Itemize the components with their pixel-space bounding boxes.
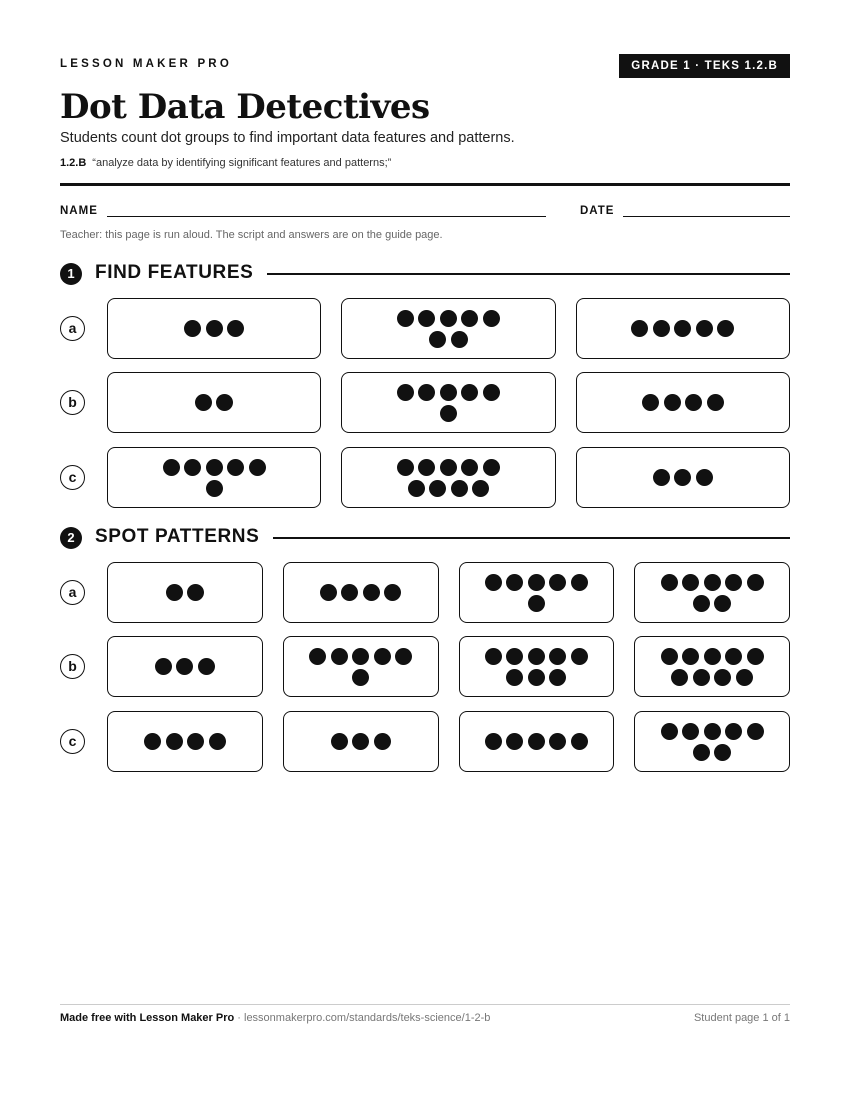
dot bbox=[363, 584, 380, 601]
standard-line bbox=[60, 157, 391, 169]
dot bbox=[216, 394, 233, 411]
dot bbox=[571, 574, 588, 591]
dot bbox=[485, 574, 502, 591]
dot bbox=[440, 459, 457, 476]
dot-card[interactable] bbox=[341, 372, 555, 433]
dot bbox=[429, 480, 446, 497]
dot bbox=[696, 469, 713, 486]
dot bbox=[249, 459, 266, 476]
dot-group bbox=[485, 574, 588, 612]
dot-row bbox=[206, 480, 223, 497]
dot bbox=[209, 733, 226, 750]
section-number-badge: 1 bbox=[60, 263, 82, 285]
worksheet-page bbox=[60, 0, 790, 1100]
dot bbox=[571, 648, 588, 665]
dot bbox=[725, 648, 742, 665]
dot bbox=[571, 733, 588, 750]
dot bbox=[714, 669, 731, 686]
dot bbox=[408, 480, 425, 497]
dot bbox=[506, 648, 523, 665]
dot-group bbox=[485, 733, 588, 750]
dot-card[interactable] bbox=[283, 711, 439, 772]
dot-row bbox=[144, 733, 226, 750]
dot-row bbox=[184, 320, 244, 337]
dot-group bbox=[144, 733, 226, 750]
dot-group bbox=[661, 648, 764, 686]
dot bbox=[227, 459, 244, 476]
dot bbox=[747, 648, 764, 665]
dot bbox=[440, 384, 457, 401]
dot-card[interactable] bbox=[576, 447, 790, 508]
dot-row bbox=[195, 394, 234, 411]
dot bbox=[374, 648, 391, 665]
dot-row bbox=[309, 648, 412, 665]
dot-row bbox=[485, 574, 588, 591]
dot bbox=[187, 733, 204, 750]
row-letter-a: a bbox=[60, 580, 85, 605]
dot bbox=[642, 394, 659, 411]
dot bbox=[451, 331, 468, 348]
row-letter-c: c bbox=[60, 729, 85, 754]
dot bbox=[418, 310, 435, 327]
dot bbox=[685, 394, 702, 411]
dot bbox=[725, 574, 742, 591]
dot-group bbox=[397, 384, 500, 422]
name-field[interactable] bbox=[107, 216, 546, 217]
dot-row bbox=[631, 320, 734, 337]
footer-divider bbox=[60, 1004, 790, 1005]
dot bbox=[704, 648, 721, 665]
footer-page-number: Student page 1 of 1 bbox=[693, 1012, 790, 1024]
dot bbox=[451, 480, 468, 497]
grade-badge: GRADE 1 · TEKS 1.2.B bbox=[619, 54, 790, 78]
dot-row bbox=[653, 469, 713, 486]
dot-group bbox=[155, 658, 215, 675]
dot bbox=[397, 384, 414, 401]
dot bbox=[341, 584, 358, 601]
dot-row bbox=[642, 394, 724, 411]
row-letter-c: c bbox=[60, 465, 85, 490]
dot bbox=[429, 331, 446, 348]
dot-row bbox=[671, 669, 753, 686]
dot bbox=[418, 384, 435, 401]
dot-card[interactable] bbox=[107, 562, 263, 623]
row-letter-a: a bbox=[60, 316, 85, 341]
dot-group bbox=[661, 723, 764, 761]
dot bbox=[549, 648, 566, 665]
dot-card[interactable] bbox=[459, 562, 615, 623]
dot-card[interactable] bbox=[341, 447, 555, 508]
dot bbox=[661, 648, 678, 665]
dot bbox=[714, 595, 731, 612]
date-field[interactable] bbox=[623, 216, 790, 217]
dot-row bbox=[661, 574, 764, 591]
dot bbox=[374, 733, 391, 750]
dot-card[interactable] bbox=[459, 711, 615, 772]
dot-group bbox=[397, 310, 500, 348]
header-divider bbox=[60, 183, 790, 186]
section-header bbox=[60, 260, 790, 286]
dot bbox=[653, 320, 670, 337]
dot-card[interactable] bbox=[634, 636, 790, 697]
dot bbox=[704, 574, 721, 591]
dot-row bbox=[397, 459, 500, 476]
dot bbox=[195, 394, 212, 411]
dot bbox=[682, 574, 699, 591]
dot bbox=[671, 669, 688, 686]
dot bbox=[331, 733, 348, 750]
dot-group bbox=[166, 584, 205, 601]
dot-group bbox=[653, 469, 713, 486]
dot-card[interactable] bbox=[107, 447, 321, 508]
dot-card[interactable] bbox=[107, 711, 263, 772]
dot-row bbox=[163, 459, 266, 476]
page-subtitle: Students count dot groups to find important data features and patterns. bbox=[60, 130, 515, 146]
dot bbox=[528, 733, 545, 750]
dot bbox=[485, 733, 502, 750]
dot-row bbox=[693, 595, 732, 612]
row-letter-b: b bbox=[60, 390, 85, 415]
dot-card[interactable] bbox=[634, 711, 790, 772]
dot bbox=[528, 574, 545, 591]
dot bbox=[682, 648, 699, 665]
dot bbox=[725, 723, 742, 740]
dot bbox=[206, 459, 223, 476]
dot bbox=[549, 574, 566, 591]
dot-group bbox=[163, 459, 266, 497]
dot bbox=[472, 480, 489, 497]
dot bbox=[418, 459, 435, 476]
dot bbox=[309, 648, 326, 665]
dot bbox=[704, 723, 721, 740]
dot bbox=[483, 310, 500, 327]
dot-group bbox=[397, 459, 500, 497]
dot bbox=[693, 744, 710, 761]
dot bbox=[528, 595, 545, 612]
section-title: SPOT PATTERNS bbox=[95, 526, 260, 547]
dot-row bbox=[155, 658, 215, 675]
dot bbox=[714, 744, 731, 761]
dot bbox=[483, 384, 500, 401]
dot bbox=[206, 480, 223, 497]
dot bbox=[549, 669, 566, 686]
dot bbox=[440, 310, 457, 327]
dot bbox=[674, 469, 691, 486]
dot-card[interactable] bbox=[634, 562, 790, 623]
dot-row bbox=[320, 584, 402, 601]
dot bbox=[693, 669, 710, 686]
dot-card[interactable] bbox=[107, 372, 321, 433]
dot-card[interactable] bbox=[576, 298, 790, 359]
dot bbox=[483, 459, 500, 476]
page-title: Dot Data Detectives bbox=[60, 87, 430, 127]
footer-url: · lessonmakerpro.com/standards/teks-science/1-2-b bbox=[234, 1012, 491, 1024]
dot-group bbox=[631, 320, 734, 337]
standard-code: 1.2.B bbox=[60, 157, 87, 169]
dot bbox=[163, 459, 180, 476]
dot-group bbox=[661, 574, 764, 612]
dot-row bbox=[506, 669, 566, 686]
dot bbox=[747, 723, 764, 740]
section-rule bbox=[267, 273, 790, 275]
dot-row bbox=[352, 669, 369, 686]
row-letter-b: b bbox=[60, 654, 85, 679]
dot bbox=[506, 669, 523, 686]
dot bbox=[528, 648, 545, 665]
dot bbox=[682, 723, 699, 740]
dot bbox=[352, 648, 369, 665]
section-rule bbox=[273, 537, 790, 539]
name-label: NAME bbox=[60, 205, 98, 217]
dot-group bbox=[184, 320, 244, 337]
dot bbox=[397, 310, 414, 327]
dot-row bbox=[485, 733, 588, 750]
dot-row bbox=[397, 310, 500, 327]
dot-card[interactable] bbox=[341, 298, 555, 359]
dot bbox=[187, 584, 204, 601]
dot bbox=[397, 459, 414, 476]
dot bbox=[631, 320, 648, 337]
dot bbox=[674, 320, 691, 337]
dot-group bbox=[320, 584, 402, 601]
dot bbox=[198, 658, 215, 675]
dot bbox=[485, 648, 502, 665]
dot bbox=[506, 574, 523, 591]
dot-row bbox=[661, 723, 764, 740]
dot bbox=[320, 584, 337, 601]
dot-card[interactable] bbox=[107, 636, 263, 697]
dot-row bbox=[429, 331, 468, 348]
dot bbox=[661, 574, 678, 591]
dot bbox=[184, 459, 201, 476]
dot bbox=[184, 320, 201, 337]
dot bbox=[696, 320, 713, 337]
dot bbox=[352, 733, 369, 750]
dot bbox=[528, 669, 545, 686]
dot bbox=[144, 733, 161, 750]
dot bbox=[227, 320, 244, 337]
dot-group bbox=[642, 394, 724, 411]
dot-row bbox=[528, 595, 545, 612]
dot-row bbox=[440, 405, 457, 422]
dot-group bbox=[309, 648, 412, 686]
dot-row bbox=[661, 648, 764, 665]
dot bbox=[461, 384, 478, 401]
dot-row bbox=[166, 584, 205, 601]
dot bbox=[664, 394, 681, 411]
dot bbox=[155, 658, 172, 675]
dot-row bbox=[397, 384, 500, 401]
section-number-badge: 2 bbox=[60, 527, 82, 549]
dot bbox=[661, 723, 678, 740]
dot-card[interactable] bbox=[107, 298, 321, 359]
dot bbox=[461, 459, 478, 476]
dot bbox=[736, 669, 753, 686]
dot bbox=[166, 733, 183, 750]
dot bbox=[506, 733, 523, 750]
dot bbox=[461, 310, 478, 327]
dot bbox=[707, 394, 724, 411]
dot-card[interactable] bbox=[459, 636, 615, 697]
dot bbox=[717, 320, 734, 337]
dot-card[interactable] bbox=[576, 372, 790, 433]
dot-card[interactable] bbox=[283, 562, 439, 623]
dot-row bbox=[408, 480, 490, 497]
dot bbox=[440, 405, 457, 422]
teacher-note: Teacher: this page is run aloud. The script and answers are on the guide page. bbox=[60, 229, 443, 241]
dot bbox=[331, 648, 348, 665]
dot-row bbox=[693, 744, 732, 761]
section-header bbox=[60, 524, 790, 550]
standard-text: “analyze data by identifying significant features and patterns;” bbox=[92, 157, 392, 169]
dot bbox=[653, 469, 670, 486]
dot-group bbox=[195, 394, 234, 411]
dot bbox=[166, 584, 183, 601]
dot-row bbox=[331, 733, 391, 750]
dot bbox=[176, 658, 193, 675]
dot bbox=[352, 669, 369, 686]
brand-name: LESSON MAKER PRO bbox=[60, 58, 232, 70]
date-label: DATE bbox=[580, 205, 615, 217]
section-title: FIND FEATURES bbox=[95, 262, 254, 283]
dot bbox=[747, 574, 764, 591]
footer-credit bbox=[60, 1012, 490, 1024]
dot bbox=[206, 320, 223, 337]
dot bbox=[693, 595, 710, 612]
footer-made: Made free with Lesson Maker Pro bbox=[60, 1012, 235, 1024]
dot bbox=[549, 733, 566, 750]
dot-card[interactable] bbox=[283, 636, 439, 697]
dot-group bbox=[331, 733, 391, 750]
dot bbox=[395, 648, 412, 665]
dot bbox=[384, 584, 401, 601]
dot-row bbox=[485, 648, 588, 665]
dot-group bbox=[485, 648, 588, 686]
